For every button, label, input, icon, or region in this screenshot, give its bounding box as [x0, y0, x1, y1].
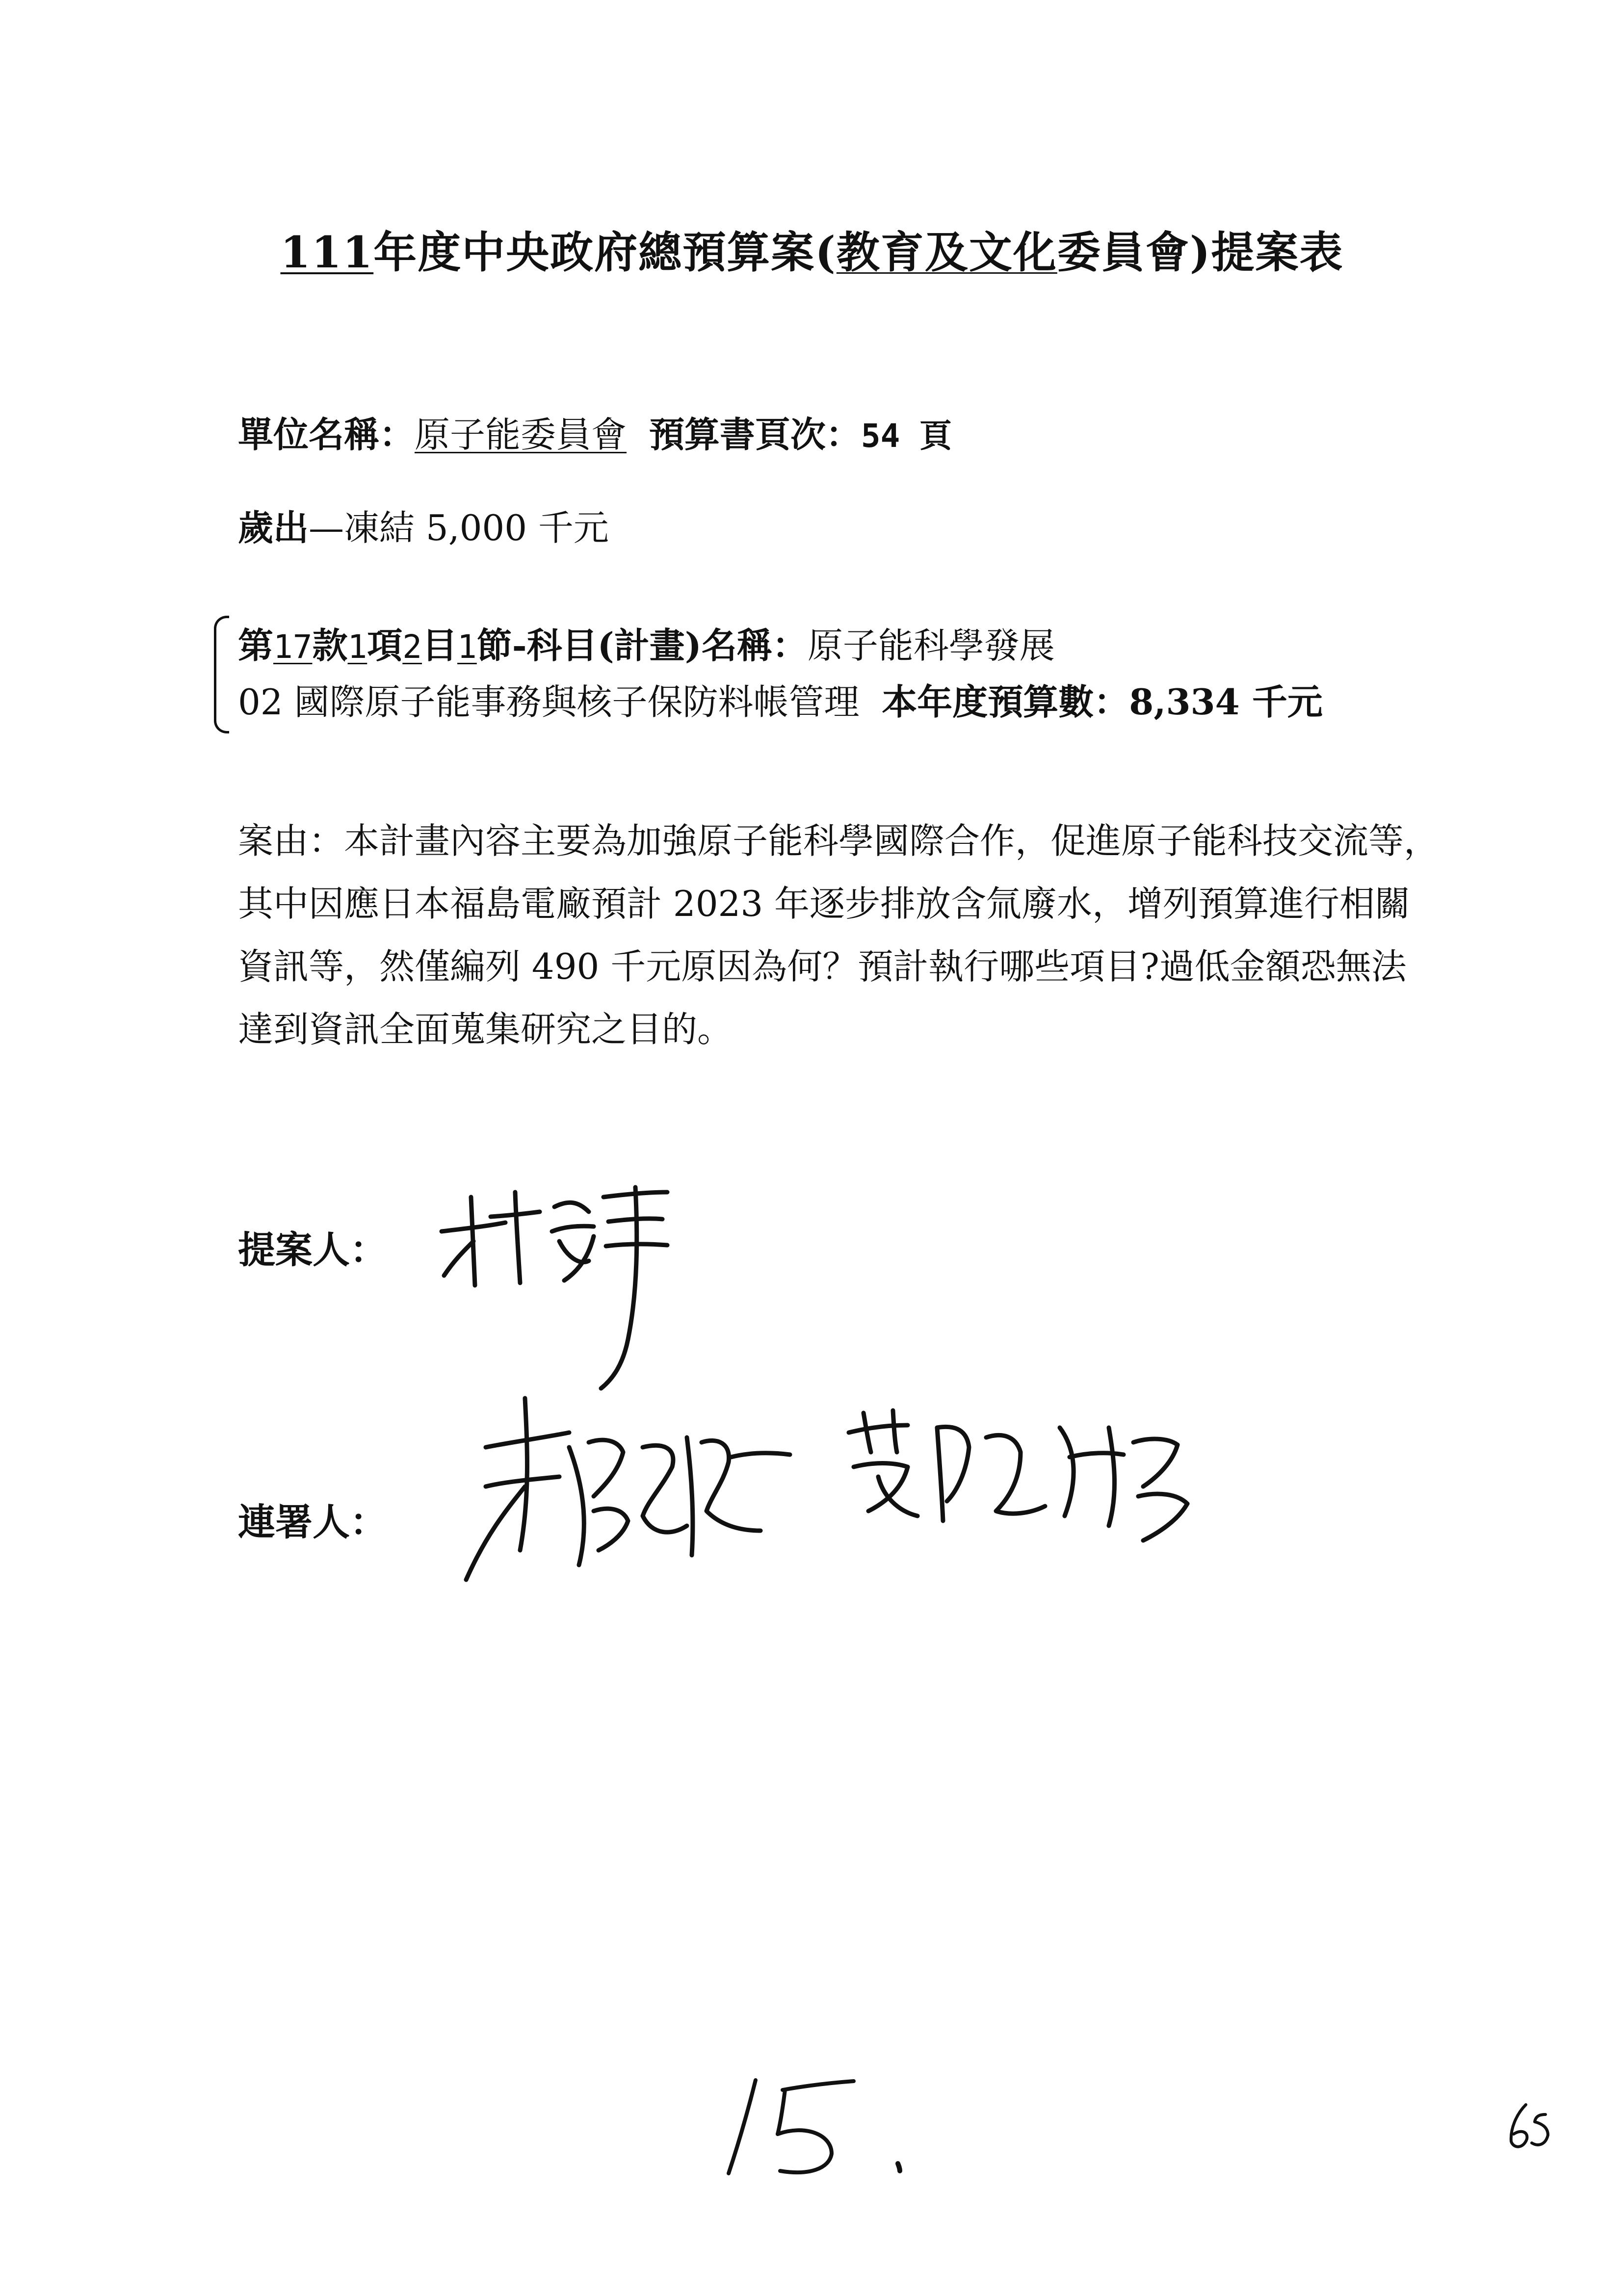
page-value: 54 頁 — [861, 417, 952, 455]
cosigner-signature-2 — [834, 1398, 1207, 1555]
program-bracket — [214, 616, 229, 733]
program-subject: 原子能科學發展 — [807, 625, 1055, 666]
expense-line — [238, 507, 609, 548]
program-kuan: 17 — [273, 628, 313, 666]
program-w4: 目 — [422, 625, 458, 666]
reason-text: 案由：本計畫內容主要為加強原子能科學國際合作，促進原子能科技交流等，其中因應日本福島電廠預計 2023 年逐步排放含氚廢水，增列預算進行相關資訊等，然僅編列 490 千元原因為何？預計執行哪些項目?過低金額恐無法達到資訊全面蒐集研究之目的。 — [238, 820, 1440, 1050]
title-part2: 委員會)提案表 — [1057, 227, 1344, 278]
expense-label: 歲出 — [238, 507, 309, 548]
program-xiang: 1 — [347, 628, 367, 666]
title-part1: 年度中央政府總預算案( — [373, 227, 837, 278]
page-label: 預算書頁次： — [649, 414, 861, 455]
page-title — [0, 227, 1624, 278]
title-year: 111 — [280, 227, 374, 278]
proposer-label: 提案人： — [238, 1228, 387, 1272]
program-w1: 第 — [238, 625, 274, 666]
program-name: 02 國際原子能事務與核子保防料帳管理 — [238, 681, 860, 723]
program-mu: 2 — [402, 628, 422, 666]
program-jie: 1 — [457, 628, 477, 666]
page-number-handwritten — [1501, 2100, 1560, 2154]
cosigner-label: 連署人： — [238, 1500, 387, 1544]
title-committee: 教育及文化 — [836, 227, 1057, 278]
program-line-2 — [238, 681, 1323, 723]
program-line-1 — [238, 625, 1055, 666]
program-w2: 款 — [312, 625, 348, 666]
unit-label: 單位名稱： — [238, 414, 415, 455]
proposer-signature — [432, 1177, 687, 1403]
program-w3: 項 — [367, 625, 403, 666]
unit-name: 原子能委員會 — [415, 414, 627, 455]
expense-text: —凍結 5,000 千元 — [309, 507, 609, 548]
item-number-handwritten — [702, 2070, 917, 2178]
program-w5: 節-科目(計畫)名稱： — [476, 625, 808, 666]
program-budget: 本年度預算數：8,334 千元 — [882, 681, 1323, 723]
unit-line — [238, 414, 952, 455]
